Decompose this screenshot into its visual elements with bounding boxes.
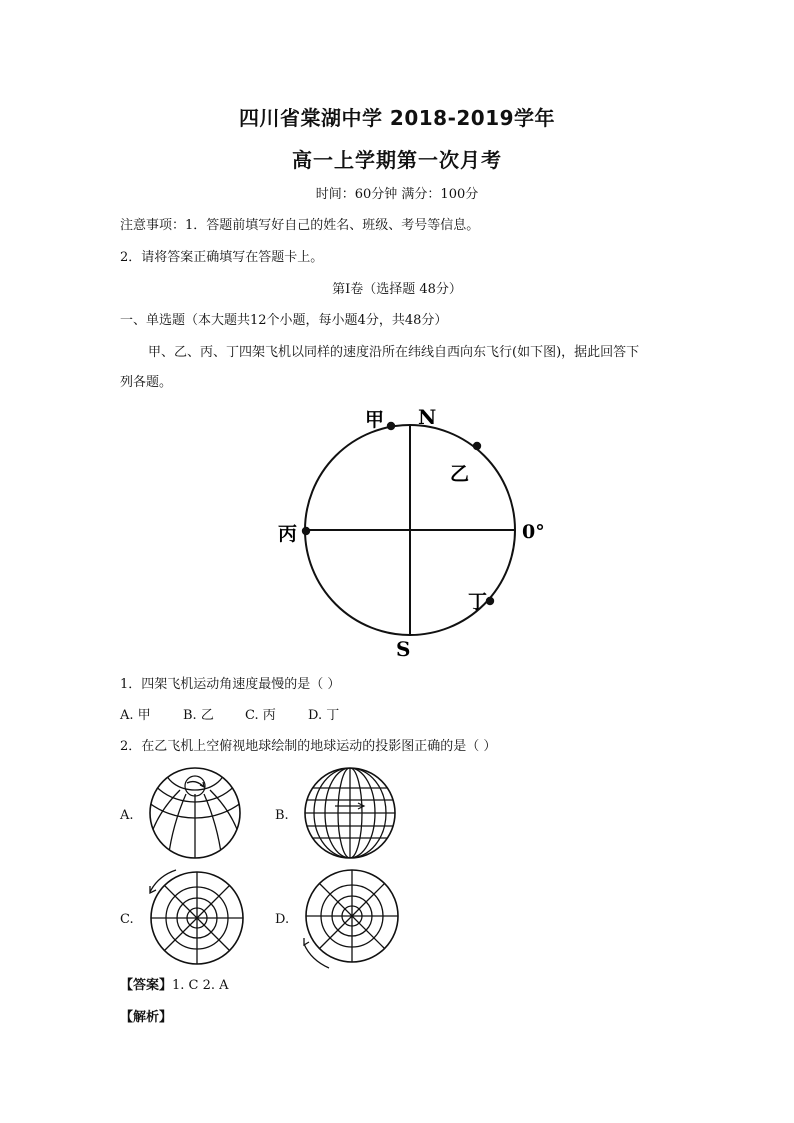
label-jia: 甲 (365, 409, 385, 431)
plane-bing-dot (302, 527, 310, 535)
notes-line-1: 注意事项：1．答题前填写好自己的姓名、班级、考号等信息。 (120, 218, 480, 233)
q1-option-d: D. 丁 (308, 708, 340, 723)
answer-label: 【答案】 (120, 978, 173, 993)
q1-option-b: B. 乙 (183, 708, 214, 723)
earth-latitude-figure (270, 400, 560, 665)
answer-text: 1. C 2. A (172, 978, 229, 993)
label-south: S (396, 637, 411, 661)
label-zero-degree: 0° (522, 521, 545, 543)
q2-option-c-label: C. (120, 912, 134, 927)
volume-title: 第Ⅰ卷（选择题 48分） (332, 282, 462, 297)
plane-jia-dot (387, 422, 395, 430)
analysis-label: 【解析】 (120, 1010, 173, 1025)
notes-line-2: 2．请将答案正确填写在答题卡上。 (120, 250, 324, 265)
q2-option-d-label: D. (275, 912, 290, 927)
question-1: 1．四架飞机运动角速度最慢的是（ ） (120, 677, 341, 692)
label-yi: 乙 (450, 463, 470, 485)
label-ding: 丁 (468, 591, 488, 613)
part-title: 一、单选题（本大题共12个小题，每小题4分，共48分） (120, 313, 448, 328)
q2-option-a-label: A. (120, 808, 134, 823)
plane-ding-dot (486, 597, 494, 605)
time-info: 时间：60分钟 满分：100分 (315, 187, 479, 202)
option-c-polar-view (140, 862, 250, 966)
q1-option-c: C. 丙 (245, 708, 276, 723)
page-subtitle: 高一上学期第一次月考 (292, 148, 502, 172)
intro-line-1: 甲、乙、丙、丁四架飞机以同样的速度沿所在纬线自西向东飞行(如下图)，据此回答下 (148, 345, 640, 360)
option-a-globe (146, 766, 244, 860)
plane-yi-dot (473, 442, 481, 450)
label-bing: 丙 (278, 523, 298, 545)
q2-option-b-label: B. (275, 808, 289, 823)
intro-line-2: 列各题。 (120, 375, 173, 390)
answer-line (120, 978, 229, 994)
option-d-polar-view (295, 862, 405, 972)
page-title: 四川省棠湖中学 2018-2019学年 (238, 106, 556, 130)
q1-option-a: A. 甲 (120, 708, 151, 723)
option-b-globe (301, 766, 399, 860)
label-north: N (418, 405, 437, 429)
question-2: 2．在乙飞机上空俯视地球绘制的地球运动的投影图正确的是（ ） (120, 739, 497, 754)
